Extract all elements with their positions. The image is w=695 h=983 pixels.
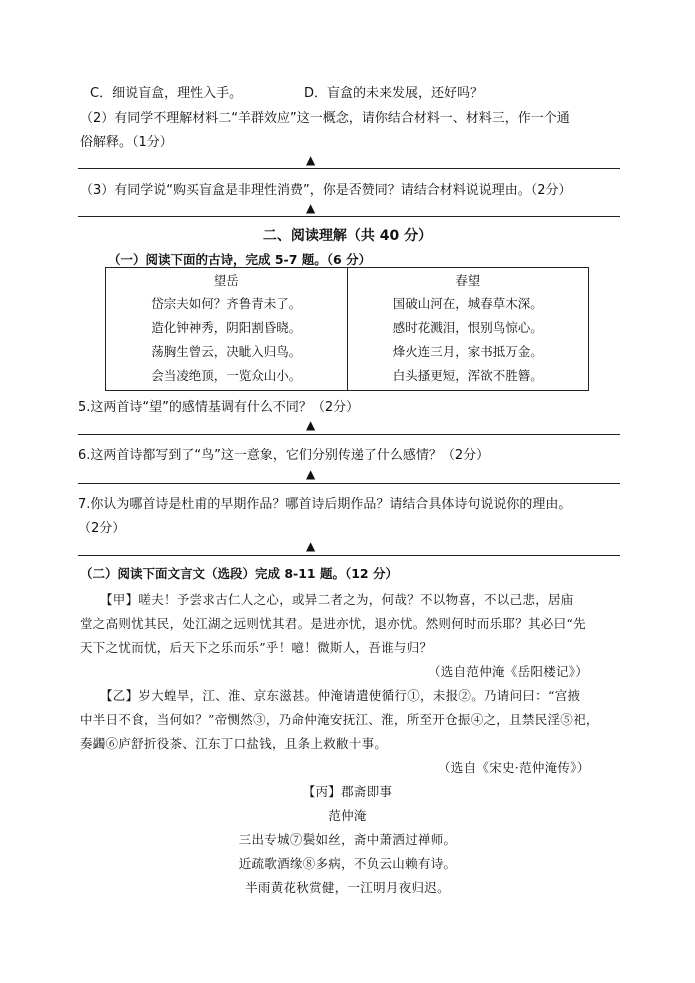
question-2-line2: 俗解释。（1分） [80,135,173,150]
option-d: D．盲盒的未来发展，还好吗？ [304,86,484,101]
question-7-line1: 7.你认为哪首诗是杜甫的早期作品？哪首诗后期作品？请结合具体诗句说说你的理由。 [78,497,572,512]
passage-bing-author: 范仲淹 [328,808,367,823]
passage-jia-line: 【甲】嗟夫！予尝求古仁人之心，或异二者之为，何哉？不以物喜，不以己悲，居庙 [100,592,574,607]
poem-table [105,267,589,391]
poem-right-title: 春望 [455,273,481,288]
question-3: （3）有同学说“购买盲盒是非理性消费”，你是否赞同？请结合材料说说理由。（2分） [80,183,572,198]
passage-yi-line: 【乙】岁大蝗旱，江、淮、京东滋甚。仲淹请遣使循行①，未报②。乃请问曰：“宫掖 [100,688,581,703]
passage-yi-line: 中半日不食，当何如？”帝恻然③，乃命仲淹安抚江、淮，所至开仓振④之，且禁民淫⑤祀， [80,712,599,727]
answer-line [78,555,620,556]
poem-line: 会当凌绝顶，一览众山小。 [151,368,302,383]
passage-bing-heading: 【丙】郡斋即事 [302,784,393,799]
part-one-heading: （一）阅读下面的古诗，完成 5-7 题。（6 分） [108,252,372,267]
poem-line: 造化钟神秀，阴阳割昏晓。 [151,320,302,335]
question-2-line1: （2）有同学不理解材料二“羊群效应”这一概念，请你结合材料一、材料三，作一个通 [80,111,570,126]
passage-jia-line: 天下之忧而忧，后天下之乐而乐”乎！噫！微斯人，吾谁与归？ [80,640,433,655]
section-two-title: 二、阅读理解（共 40 分） [262,228,433,244]
poem-line: 白头搔更短，浑欲不胜簪。 [392,368,543,383]
question-7-line2: （2分） [78,521,126,536]
answer-mark-icon: ▲ [306,201,316,215]
answer-line [78,168,620,169]
poem-line: 烽火连三月，家书抵万金。 [392,344,543,359]
passage-jia-source: （选自范仲淹《岳阳楼记》） [428,664,589,679]
part-two-heading: （二）阅读下面文言文（选段）完成 8-11 题。（12 分） [80,566,398,581]
answer-line [78,216,620,217]
question-6: 6.这两首诗都写到了“鸟”这一意象，它们分别传递了什么感情？（2分） [78,448,490,463]
passage-bing-line: 三出专城⑦鬓如丝，斋中萧洒过禅师。 [238,832,457,847]
option-c: C．细说盲盒，理性入手。 [90,86,243,101]
answer-line [78,434,620,435]
poem-line: 岱宗夫如何？齐鲁青未了。 [151,296,302,311]
passage-jia-line: 堂之高则忧其民，处江湖之远则忧其君。是进亦忧，退亦忧。然则何时而乐耶？其必曰“先 [80,616,586,631]
answer-mark-icon: ▲ [306,153,316,167]
passage-yi-line: 奏蠲⑥庐舒折役茶、江东丁口盐钱，且条上救敝十事。 [80,736,388,751]
poem-line: 荡胸生曾云，决眦入归鸟。 [151,344,302,359]
poem-line: 感时花溅泪，恨别鸟惊心。 [392,320,543,335]
answer-mark-icon: ▲ [306,467,316,481]
poem-left-title: 望岳 [213,273,239,288]
answer-mark-icon: ▲ [306,539,316,553]
poem-right [347,268,589,391]
question-5: 5.这两首诗“望”的感情基调有什么不同？（2分） [78,400,360,415]
poem-line: 国破山河在，城春草木深。 [392,296,543,311]
answer-mark-icon: ▲ [306,418,316,432]
passage-bing-line: 近疏歌酒缘⑧多病，不负云山赖有诗。 [238,856,457,871]
poem-left [106,268,348,391]
answer-line [78,483,620,484]
passage-yi-source: （选自《宋史·范仲淹传》） [438,760,590,775]
passage-bing-line: 半雨黄花秋赏健，一江明月夜归迟。 [245,880,450,895]
